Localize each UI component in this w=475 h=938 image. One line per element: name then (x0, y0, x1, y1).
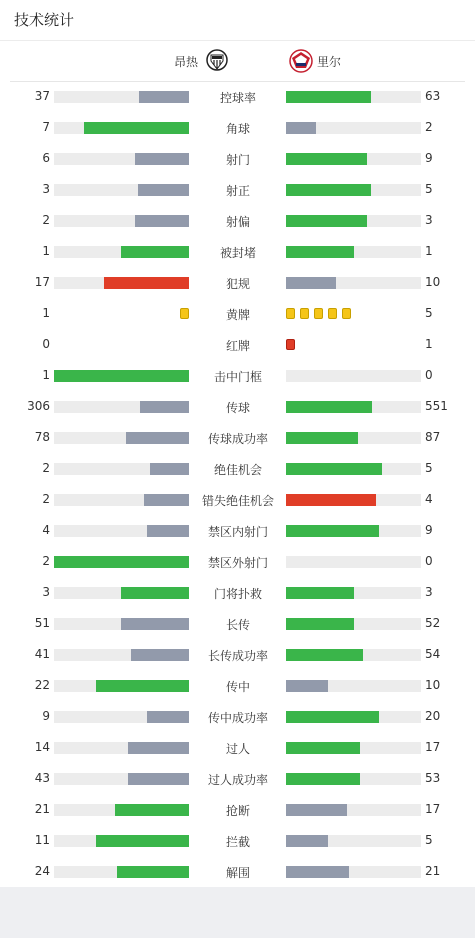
away-stat-bar-fill (286, 804, 347, 816)
away-stat-value: 87 (425, 430, 441, 444)
home-stat-value: 24 (34, 864, 50, 878)
home-stat-bar-fill (121, 587, 189, 599)
away-stat-value: 21 (425, 864, 441, 878)
home-stat-bar (54, 742, 189, 754)
stat-label: 过人成功率 (207, 773, 268, 787)
stat-row (0, 794, 475, 825)
away-stat-value: 5 (425, 306, 433, 320)
away-team[interactable] (289, 41, 341, 81)
home-stat-value: 37 (34, 89, 50, 103)
yellow-card-icon (300, 308, 309, 319)
stat-label: 过人 (225, 742, 250, 756)
away-stat-value: 5 (425, 833, 433, 847)
stat-label: 红牌 (225, 339, 250, 353)
stat-label: 射偏 (225, 215, 250, 229)
away-stat-value: 2 (425, 120, 433, 134)
away-stat-bar (286, 246, 421, 258)
home-team[interactable] (174, 41, 228, 81)
stat-label: 犯规 (225, 277, 250, 291)
away-stat-value: 9 (425, 151, 433, 165)
stat-row (0, 143, 475, 174)
home-stat-bar-fill (54, 556, 189, 568)
away-stat-bar-fill (286, 587, 354, 599)
home-stat-value: 41 (34, 647, 50, 661)
home-stat-bar (54, 804, 189, 816)
home-stat-bar (54, 711, 189, 723)
home-stat-bar (54, 835, 189, 847)
away-stat-bar-fill (286, 122, 316, 134)
away-stat-bar (286, 525, 421, 537)
home-stat-bar-fill (147, 711, 189, 723)
away-stat-value: 5 (425, 182, 433, 196)
stat-label: 传中 (225, 680, 250, 694)
stat-row (0, 112, 475, 143)
away-stat-bar (286, 184, 421, 196)
home-stat-bar (54, 618, 189, 630)
home-stat-value: 1 (42, 306, 50, 320)
home-stat-bar (54, 246, 189, 258)
home-stat-bar (54, 370, 189, 382)
home-stat-value: 306 (27, 399, 50, 413)
away-stat-bar-fill (286, 277, 336, 289)
away-stat-bar-fill (286, 835, 328, 847)
stat-label: 禁区内射门 (207, 525, 268, 539)
away-stat-bar (286, 649, 421, 661)
home-stat-bar-fill (117, 866, 189, 878)
home-stat-bar-fill (128, 773, 189, 785)
away-stat-value: 4 (425, 492, 433, 506)
away-stat-value: 551 (425, 399, 448, 413)
home-stat-value: 6 (42, 151, 50, 165)
home-stat-bar (54, 556, 189, 568)
home-stat-bar (54, 153, 189, 165)
home-stat-value: 7 (42, 120, 50, 134)
lille-logo-icon (289, 49, 311, 73)
away-stat-value: 3 (425, 213, 433, 227)
away-stat-bar-fill (286, 649, 363, 661)
away-cards (286, 339, 421, 350)
stat-row (0, 515, 475, 546)
away-stat-value: 53 (425, 771, 441, 785)
home-stat-bar (54, 432, 189, 444)
stat-label: 拦截 (225, 835, 250, 849)
red-card-icon (286, 339, 295, 350)
home-stat-value: 2 (42, 554, 50, 568)
stat-row (0, 546, 475, 577)
home-stat-value: 3 (42, 182, 50, 196)
stat-label: 被封堵 (219, 246, 256, 260)
stat-label: 门将扑救 (213, 587, 262, 601)
stat-label: 射门 (225, 153, 250, 167)
stat-label: 击中门框 (213, 370, 262, 384)
stat-label: 错失绝佳机会 (201, 494, 274, 508)
home-stat-value: 14 (34, 740, 50, 754)
angers-logo-icon (206, 49, 228, 73)
away-stat-bar (286, 804, 421, 816)
home-stat-value: 4 (42, 523, 50, 537)
stat-label: 长传 (225, 618, 250, 632)
home-stat-bar-fill (84, 122, 189, 134)
away-stat-value: 3 (425, 585, 433, 599)
home-stat-bar-fill (96, 835, 189, 847)
stat-row (0, 329, 475, 360)
home-stat-bar-fill (121, 246, 189, 258)
stat-row (0, 453, 475, 484)
away-stat-bar-fill (286, 680, 328, 692)
home-stat-bar (54, 215, 189, 227)
away-stat-bar (286, 556, 421, 568)
away-cards (286, 308, 421, 319)
home-stat-bar (54, 184, 189, 196)
away-stat-bar (286, 401, 421, 413)
yellow-card-icon (328, 308, 337, 319)
home-stat-bar (54, 866, 189, 878)
stat-row (0, 422, 475, 453)
away-stat-bar-fill (286, 618, 354, 630)
home-stat-value: 78 (34, 430, 50, 444)
stat-label: 传球成功率 (207, 432, 268, 446)
home-stat-bar-fill (144, 494, 189, 506)
home-stat-value: 2 (42, 492, 50, 506)
home-stat-value: 17 (34, 275, 50, 289)
home-stat-bar (54, 525, 189, 537)
away-stat-bar-fill (286, 711, 379, 723)
stat-label: 传中成功率 (207, 711, 268, 725)
home-stat-bar (54, 649, 189, 661)
stat-label: 长传成功率 (207, 649, 268, 663)
away-team-name: 里尔 (317, 54, 342, 69)
away-stat-value: 9 (425, 523, 433, 537)
yellow-card-icon (180, 308, 189, 319)
home-stat-bar (54, 122, 189, 134)
home-stat-bar (54, 463, 189, 475)
home-stat-bar-fill (135, 215, 189, 227)
stat-row (0, 81, 475, 112)
home-stat-bar-fill (126, 432, 189, 444)
home-stat-bar-fill (138, 184, 189, 196)
home-stat-bar-fill (147, 525, 189, 537)
stat-row (0, 577, 475, 608)
stat-label: 射正 (225, 184, 250, 198)
away-stat-value: 54 (425, 647, 441, 661)
stat-row (0, 205, 475, 236)
away-stat-bar-fill (286, 773, 360, 785)
away-stat-bar-fill (286, 463, 382, 475)
stat-row (0, 174, 475, 205)
home-stat-bar-fill (121, 618, 189, 630)
stat-label: 控球率 (219, 91, 256, 105)
home-cards (54, 308, 189, 319)
away-stat-bar (286, 91, 421, 103)
away-stat-value: 0 (425, 368, 433, 382)
yellow-card-icon (286, 308, 295, 319)
stat-label: 角球 (225, 122, 250, 136)
home-stat-bar-fill (131, 649, 189, 661)
away-stat-bar-fill (286, 866, 349, 878)
stat-row (0, 298, 475, 329)
home-stat-value: 1 (42, 244, 50, 258)
away-stat-bar (286, 153, 421, 165)
away-stat-bar (286, 587, 421, 599)
away-stat-bar (286, 370, 421, 382)
away-stat-value: 17 (425, 740, 441, 754)
away-stat-value: 20 (425, 709, 441, 723)
stat-label: 传球 (225, 401, 250, 415)
away-stat-value: 10 (425, 678, 441, 692)
home-stat-bar-fill (140, 401, 189, 413)
away-stat-bar-fill (286, 184, 371, 196)
home-stat-bar-fill (115, 804, 189, 816)
home-stat-bar-fill (139, 91, 189, 103)
stat-row (0, 732, 475, 763)
away-stat-bar-fill (286, 246, 354, 258)
stats-list (0, 81, 475, 887)
away-stat-bar (286, 432, 421, 444)
stat-label: 绝佳机会 (213, 463, 262, 477)
away-stat-value: 17 (425, 802, 441, 816)
yellow-card-icon (342, 308, 351, 319)
away-stat-bar (286, 773, 421, 785)
away-stat-value: 10 (425, 275, 441, 289)
away-stat-bar-fill (286, 525, 379, 537)
page-title: 技术统计 (0, 0, 475, 41)
stat-row (0, 391, 475, 422)
home-stat-bar (54, 401, 189, 413)
stat-label: 解围 (225, 866, 250, 880)
stat-row (0, 639, 475, 670)
home-team-name: 昂热 (173, 54, 198, 69)
home-stat-bar-fill (150, 463, 189, 475)
away-stat-bar-fill (286, 432, 358, 444)
home-stat-bar (54, 680, 189, 692)
away-stat-value: 52 (425, 616, 441, 630)
stat-row (0, 670, 475, 701)
away-stat-bar (286, 835, 421, 847)
stat-row (0, 856, 475, 887)
home-stat-value: 1 (42, 368, 50, 382)
home-stat-value: 2 (42, 213, 50, 227)
away-stat-value: 0 (425, 554, 433, 568)
teams-header (10, 41, 465, 82)
home-stat-value: 0 (42, 337, 50, 351)
yellow-card-icon (314, 308, 323, 319)
away-stat-bar-fill (286, 153, 367, 165)
home-stat-bar-fill (135, 153, 189, 165)
home-stat-value: 51 (34, 616, 50, 630)
away-stat-bar (286, 680, 421, 692)
home-stat-value: 3 (42, 585, 50, 599)
stat-row (0, 267, 475, 298)
stat-row (0, 763, 475, 794)
home-stat-value: 2 (42, 461, 50, 475)
away-stat-bar (286, 463, 421, 475)
away-stat-value: 1 (425, 337, 433, 351)
home-stat-bar-fill (96, 680, 189, 692)
home-stat-bar (54, 587, 189, 599)
away-stat-bar (286, 618, 421, 630)
stat-label: 抢断 (225, 804, 250, 818)
away-stat-bar (286, 277, 421, 289)
home-stat-bar-fill (104, 277, 189, 289)
away-stat-bar-fill (286, 494, 376, 506)
away-stat-bar-fill (286, 742, 360, 754)
home-stat-bar-fill (54, 370, 189, 382)
home-stat-value: 21 (34, 802, 50, 816)
away-stat-bar (286, 711, 421, 723)
away-stat-bar-fill (286, 401, 372, 413)
away-stat-value: 63 (425, 89, 441, 103)
home-stat-value: 9 (42, 709, 50, 723)
away-stat-value: 5 (425, 461, 433, 475)
stat-row (0, 608, 475, 639)
away-stat-bar (286, 742, 421, 754)
home-stat-value: 22 (34, 678, 50, 692)
away-stat-bar-fill (286, 215, 367, 227)
stat-row (0, 701, 475, 732)
away-stat-bar (286, 215, 421, 227)
away-stat-bar-fill (286, 91, 371, 103)
home-stat-bar (54, 773, 189, 785)
away-stat-bar (286, 494, 421, 506)
home-stat-bar-fill (128, 742, 189, 754)
away-stat-bar (286, 122, 421, 134)
home-stat-value: 43 (34, 771, 50, 785)
home-stat-bar (54, 91, 189, 103)
home-stat-bar (54, 277, 189, 289)
stat-row (0, 484, 475, 515)
stat-label: 禁区外射门 (207, 556, 268, 570)
stat-row (0, 360, 475, 391)
stat-label: 黄牌 (225, 308, 250, 322)
away-stat-bar (286, 866, 421, 878)
stat-row (0, 825, 475, 856)
away-stat-value: 1 (425, 244, 433, 258)
stat-row (0, 236, 475, 267)
home-stat-bar (54, 494, 189, 506)
home-stat-value: 11 (34, 833, 50, 847)
